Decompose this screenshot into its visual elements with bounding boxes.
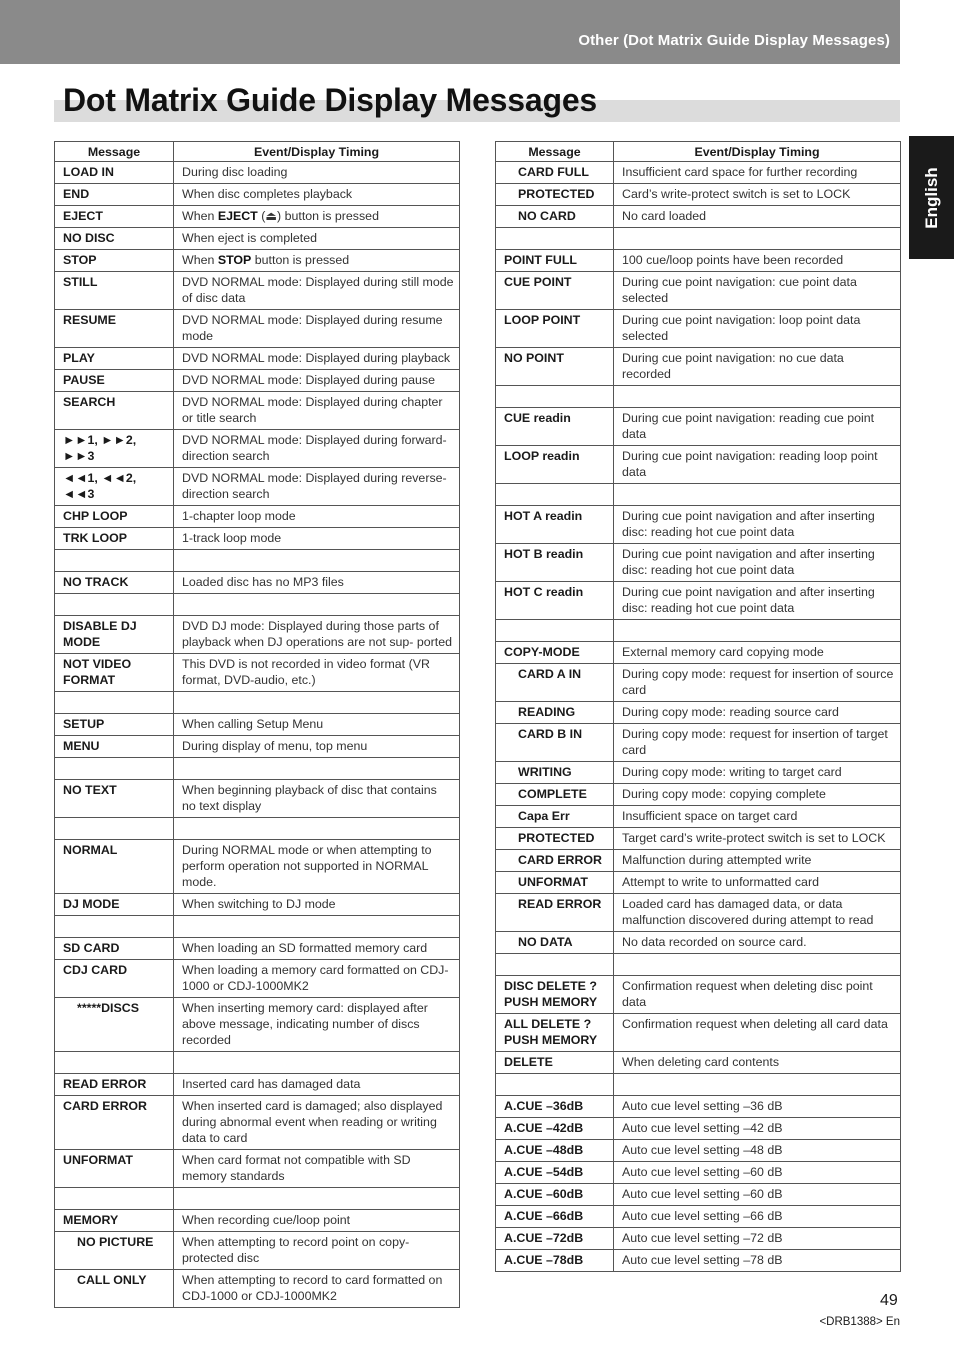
header-message: Message — [496, 142, 614, 162]
message-cell: UNFORMAT — [496, 872, 614, 894]
table-row — [55, 250, 460, 272]
timing-cell — [174, 594, 460, 616]
table-row — [55, 780, 460, 818]
left-rows — [55, 162, 460, 1308]
message-cell — [55, 916, 174, 938]
table-row — [496, 724, 901, 762]
timing-cell: DVD NORMAL mode: Displayed during still mode of disc data — [174, 272, 460, 310]
timing-cell: DVD NORMAL mode: Displayed during reverse-direction search — [174, 468, 460, 506]
message-cell: READ ERROR — [496, 894, 614, 932]
table-row — [55, 692, 460, 714]
timing-cell: DVD DJ mode: Displayed during those parts of playback when DJ operations are not sup- ported — [174, 616, 460, 654]
table-row — [496, 828, 901, 850]
message-cell: ALL DELETE ? PUSH MEMORY — [496, 1014, 614, 1052]
table-row — [55, 1096, 460, 1150]
timing-cell: During cue point navigation: loop point data selected — [614, 310, 901, 348]
page-number: 49 — [880, 1292, 898, 1309]
table-row — [496, 250, 901, 272]
table-row — [496, 954, 901, 976]
timing-cell: No data recorded on source card. — [614, 932, 901, 954]
timing-cell — [614, 1074, 901, 1096]
table-row — [55, 228, 460, 250]
message-cell — [55, 818, 174, 840]
message-cell: NO CARD — [496, 206, 614, 228]
table-header-row — [55, 142, 460, 162]
table-row — [496, 1118, 901, 1140]
timing-cell: Auto cue level setting –36 dB — [614, 1096, 901, 1118]
table-row — [55, 616, 460, 654]
message-cell: SETUP — [55, 714, 174, 736]
timing-cell: Auto cue level setting –42 dB — [614, 1118, 901, 1140]
message-cell — [55, 758, 174, 780]
message-cell: PAUSE — [55, 370, 174, 392]
message-cell — [496, 386, 614, 408]
timing-cell: During cue point navigation: reading cue point data — [614, 408, 901, 446]
timing-cell: When STOP button is pressed — [174, 250, 460, 272]
table-row — [55, 392, 460, 430]
message-cell: STILL — [55, 272, 174, 310]
timing-cell: When inserting memory card: displayed after above message, indicating number of discs recorded — [174, 998, 460, 1052]
timing-cell: Auto cue level setting –60 dB — [614, 1162, 901, 1184]
timing-cell — [614, 954, 901, 976]
header-message: Message — [55, 142, 174, 162]
timing-cell — [614, 386, 901, 408]
timing-cell: Auto cue level setting –78 dB — [614, 1250, 901, 1272]
timing-cell: During copy mode: request for insertion of source card — [614, 664, 901, 702]
table-row — [55, 1210, 460, 1232]
document-code: <DRB1388> En — [819, 1316, 900, 1328]
message-cell: ◄◄1, ◄◄2, ◄◄3 — [55, 468, 174, 506]
table-row — [55, 1232, 460, 1270]
table-row — [496, 1250, 901, 1272]
table-row — [55, 894, 460, 916]
timing-cell: When loading a memory card formatted on CDJ-1000 or CDJ-1000MK2 — [174, 960, 460, 998]
message-cell: CUE readin — [496, 408, 614, 446]
message-cell: EJECT — [55, 206, 174, 228]
table-row — [55, 206, 460, 228]
timing-cell: During copy mode: copying complete — [614, 784, 901, 806]
message-cell: A.CUE –78dB — [496, 1250, 614, 1272]
timing-cell: Loaded card has damaged data, or data malfunction discovered during attempt to read — [614, 894, 901, 932]
message-cell: A.CUE –36dB — [496, 1096, 614, 1118]
messages-table-left — [54, 141, 460, 1308]
table-header-row — [496, 142, 901, 162]
message-cell: A.CUE –54dB — [496, 1162, 614, 1184]
message-cell: LOOP readin — [496, 446, 614, 484]
timing-cell — [174, 916, 460, 938]
timing-cell — [174, 758, 460, 780]
message-cell: DISABLE DJ MODE — [55, 616, 174, 654]
timing-cell: Auto cue level setting –72 dB — [614, 1228, 901, 1250]
message-cell: CARD B IN — [496, 724, 614, 762]
table-row — [496, 1074, 901, 1096]
message-cell: CARD A IN — [496, 664, 614, 702]
table-row — [55, 184, 460, 206]
message-cell: SEARCH — [55, 392, 174, 430]
table-row — [496, 162, 901, 184]
timing-cell: During cue point navigation: cue point data selected — [614, 272, 901, 310]
timing-cell: Card’s write-protect switch is set to LOCK — [614, 184, 901, 206]
table-row — [496, 484, 901, 506]
table-row — [496, 620, 901, 642]
timing-cell: During disc loading — [174, 162, 460, 184]
message-cell: NO POINT — [496, 348, 614, 386]
timing-cell: During copy mode: request for insertion of target card — [614, 724, 901, 762]
message-cell: PLAY — [55, 348, 174, 370]
table-row — [496, 446, 901, 484]
message-cell — [496, 1074, 614, 1096]
message-cell: END — [55, 184, 174, 206]
table-row — [496, 1014, 901, 1052]
table-row — [55, 818, 460, 840]
timing-cell — [174, 1188, 460, 1210]
table-row — [55, 310, 460, 348]
message-cell: A.CUE –66dB — [496, 1206, 614, 1228]
timing-cell — [174, 1052, 460, 1074]
header-timing: Event/Display Timing — [614, 142, 901, 162]
table-row — [496, 1140, 901, 1162]
table-row — [496, 762, 901, 784]
timing-cell: Inserted card has damaged data — [174, 1074, 460, 1096]
timing-cell: During copy mode: writing to target card — [614, 762, 901, 784]
timing-cell: When disc completes playback — [174, 184, 460, 206]
timing-cell: During copy mode: reading source card — [614, 702, 901, 724]
message-cell — [55, 692, 174, 714]
table-row — [496, 1228, 901, 1250]
message-cell: WRITING — [496, 762, 614, 784]
timing-cell: Attempt to write to unformatted card — [614, 872, 901, 894]
message-cell — [496, 620, 614, 642]
header-bar — [0, 0, 900, 64]
table-row — [55, 1188, 460, 1210]
timing-cell: During cue point navigation and after inserting disc: reading hot cue point data — [614, 506, 901, 544]
table-row — [496, 582, 901, 620]
timing-cell: When recording cue/loop point — [174, 1210, 460, 1232]
message-cell — [496, 954, 614, 976]
timing-cell: When loading an SD formatted memory card — [174, 938, 460, 960]
timing-cell: DVD NORMAL mode: Displayed during resume mode — [174, 310, 460, 348]
table-row — [496, 506, 901, 544]
timing-cell: 1-chapter loop mode — [174, 506, 460, 528]
language-tab — [909, 136, 954, 259]
message-cell: CARD ERROR — [496, 850, 614, 872]
timing-cell: During NORMAL mode or when attempting to perform operation not supported in NORMAL mode. — [174, 840, 460, 894]
message-cell: LOAD IN — [55, 162, 174, 184]
timing-cell: Malfunction during attempted write — [614, 850, 901, 872]
table-row — [55, 348, 460, 370]
timing-cell: When switching to DJ mode — [174, 894, 460, 916]
table-row — [496, 206, 901, 228]
message-cell: DELETE — [496, 1052, 614, 1074]
table-row — [496, 1052, 901, 1074]
timing-cell: DVD NORMAL mode: Displayed during playback — [174, 348, 460, 370]
timing-cell: DVD NORMAL mode: Displayed during forward-direction search — [174, 430, 460, 468]
table-row — [55, 594, 460, 616]
table-row — [496, 872, 901, 894]
timing-cell: When inserted card is damaged; also displayed during abnormal event when reading or writing data to card — [174, 1096, 460, 1150]
timing-cell: When calling Setup Menu — [174, 714, 460, 736]
message-cell: NO TEXT — [55, 780, 174, 818]
timing-cell: When attempting to record to card formatted on CDJ-1000 or CDJ-1000MK2 — [174, 1270, 460, 1308]
timing-cell: When card format not compatible with SD memory standards — [174, 1150, 460, 1188]
table-row — [496, 784, 901, 806]
timing-cell: During cue point navigation and after inserting disc: reading hot cue point data — [614, 544, 901, 582]
right-rows — [496, 162, 901, 1272]
table-row — [496, 272, 901, 310]
message-cell: UNFORMAT — [55, 1150, 174, 1188]
message-cell: LOOP POINT — [496, 310, 614, 348]
message-cell: NO DISC — [55, 228, 174, 250]
timing-cell: 100 cue/loop points have been recorded — [614, 250, 901, 272]
timing-cell — [614, 228, 901, 250]
section-title: Other (Dot Matrix Guide Display Messages) — [578, 32, 890, 49]
timing-cell: Confirmation request when deleting disc point data — [614, 976, 901, 1014]
timing-cell: This DVD is not recorded in video format (VR format, DVD-audio, etc.) — [174, 654, 460, 692]
message-cell: NO TRACK — [55, 572, 174, 594]
table-row — [55, 370, 460, 392]
message-cell: HOT A readin — [496, 506, 614, 544]
table-row — [55, 840, 460, 894]
timing-cell: Auto cue level setting –66 dB — [614, 1206, 901, 1228]
table-row — [55, 572, 460, 594]
timing-cell: External memory card copying mode — [614, 642, 901, 664]
message-cell: NO PICTURE — [55, 1232, 174, 1270]
timing-cell: 1-track loop mode — [174, 528, 460, 550]
timing-cell: When EJECT (⏏) button is pressed — [174, 206, 460, 228]
table-row — [55, 960, 460, 998]
message-cell: *****DISCS — [55, 998, 174, 1052]
message-cell: NOT VIDEO FORMAT — [55, 654, 174, 692]
timing-cell — [174, 550, 460, 572]
timing-cell: Insufficient space on target card — [614, 806, 901, 828]
table-row — [496, 850, 901, 872]
table-row — [55, 758, 460, 780]
message-cell: RESUME — [55, 310, 174, 348]
table-row — [496, 544, 901, 582]
table-row — [496, 184, 901, 206]
message-cell: DISC DELETE ? PUSH MEMORY — [496, 976, 614, 1014]
timing-cell: No card loaded — [614, 206, 901, 228]
message-cell: HOT C readin — [496, 582, 614, 620]
table-row — [55, 916, 460, 938]
table-row — [496, 408, 901, 446]
timing-cell — [174, 692, 460, 714]
message-cell: READING — [496, 702, 614, 724]
table-row — [496, 310, 901, 348]
page-title: Dot Matrix Guide Display Messages — [63, 82, 598, 118]
message-cell: NO DATA — [496, 932, 614, 954]
table-row — [496, 702, 901, 724]
timing-cell — [614, 484, 901, 506]
message-cell: CHP LOOP — [55, 506, 174, 528]
message-cell: HOT B readin — [496, 544, 614, 582]
table-row — [55, 1052, 460, 1074]
timing-cell: When deleting card contents — [614, 1052, 901, 1074]
table-row — [55, 938, 460, 960]
table-row — [55, 430, 460, 468]
message-cell: CALL ONLY — [55, 1270, 174, 1308]
table-row — [496, 664, 901, 702]
message-cell: PROTECTED — [496, 184, 614, 206]
table-row — [55, 1150, 460, 1188]
message-cell: ►►1, ►►2, ►►3 — [55, 430, 174, 468]
message-cell: A.CUE –60dB — [496, 1184, 614, 1206]
table-row — [55, 736, 460, 758]
message-cell: COMPLETE — [496, 784, 614, 806]
message-cell: COPY-MODE — [496, 642, 614, 664]
message-cell: CARD FULL — [496, 162, 614, 184]
table-row — [496, 386, 901, 408]
message-cell — [496, 484, 614, 506]
message-cell: CDJ CARD — [55, 960, 174, 998]
message-cell: A.CUE –48dB — [496, 1140, 614, 1162]
table-row — [55, 272, 460, 310]
message-cell — [496, 228, 614, 250]
timing-cell: Confirmation request when deleting all card data — [614, 1014, 901, 1052]
table-row — [55, 714, 460, 736]
timing-cell: During cue point navigation and after inserting disc: reading hot cue point data — [614, 582, 901, 620]
table-row — [496, 806, 901, 828]
timing-cell: Auto cue level setting –48 dB — [614, 1140, 901, 1162]
message-cell: MEMORY — [55, 1210, 174, 1232]
timing-cell: During cue point navigation: reading loop point data — [614, 446, 901, 484]
table-row — [496, 1162, 901, 1184]
timing-cell: When eject is completed — [174, 228, 460, 250]
table-row — [496, 642, 901, 664]
timing-cell: Auto cue level setting –60 dB — [614, 1184, 901, 1206]
timing-cell: Insufficient card space for further recording — [614, 162, 901, 184]
timing-cell: During display of menu, top menu — [174, 736, 460, 758]
table-row — [496, 932, 901, 954]
table-row — [55, 1074, 460, 1096]
message-cell: CARD ERROR — [55, 1096, 174, 1150]
message-cell — [55, 1188, 174, 1210]
table-row — [496, 1184, 901, 1206]
timing-cell: During cue point navigation: no cue data recorded — [614, 348, 901, 386]
message-cell: MENU — [55, 736, 174, 758]
timing-cell: Target card’s write-protect switch is set to LOCK — [614, 828, 901, 850]
message-cell: DJ MODE — [55, 894, 174, 916]
table-row — [496, 1096, 901, 1118]
message-cell: PROTECTED — [496, 828, 614, 850]
table-row — [55, 506, 460, 528]
table-row — [55, 998, 460, 1052]
message-cell: TRK LOOP — [55, 528, 174, 550]
timing-cell: When beginning playback of disc that contains no text display — [174, 780, 460, 818]
table-row — [55, 468, 460, 506]
message-cell: A.CUE –72dB — [496, 1228, 614, 1250]
timing-cell: When attempting to record point on copy- protected disc — [174, 1232, 460, 1270]
table-row — [55, 162, 460, 184]
message-cell: NORMAL — [55, 840, 174, 894]
table-row — [496, 976, 901, 1014]
table-row — [55, 1270, 460, 1308]
timing-cell: Loaded disc has no MP3 files — [174, 572, 460, 594]
table-row — [496, 228, 901, 250]
message-cell: STOP — [55, 250, 174, 272]
message-cell: SD CARD — [55, 938, 174, 960]
header-timing: Event/Display Timing — [174, 142, 460, 162]
message-cell: A.CUE –42dB — [496, 1118, 614, 1140]
message-cell — [55, 594, 174, 616]
table-row — [496, 348, 901, 386]
table-row — [55, 550, 460, 572]
message-cell: POINT FULL — [496, 250, 614, 272]
message-cell — [55, 550, 174, 572]
table-row — [55, 654, 460, 692]
message-cell — [55, 1052, 174, 1074]
message-cell: CUE POINT — [496, 272, 614, 310]
timing-cell — [174, 818, 460, 840]
table-row — [55, 528, 460, 550]
timing-cell — [614, 620, 901, 642]
messages-table-right — [495, 141, 901, 1272]
message-cell: READ ERROR — [55, 1074, 174, 1096]
message-cell: Capa Err — [496, 806, 614, 828]
table-row — [496, 894, 901, 932]
language-tab-label: English — [921, 166, 941, 229]
timing-cell: DVD NORMAL mode: Displayed during pause — [174, 370, 460, 392]
table-row — [496, 1206, 901, 1228]
timing-cell: DVD NORMAL mode: Displayed during chapter or title search — [174, 392, 460, 430]
